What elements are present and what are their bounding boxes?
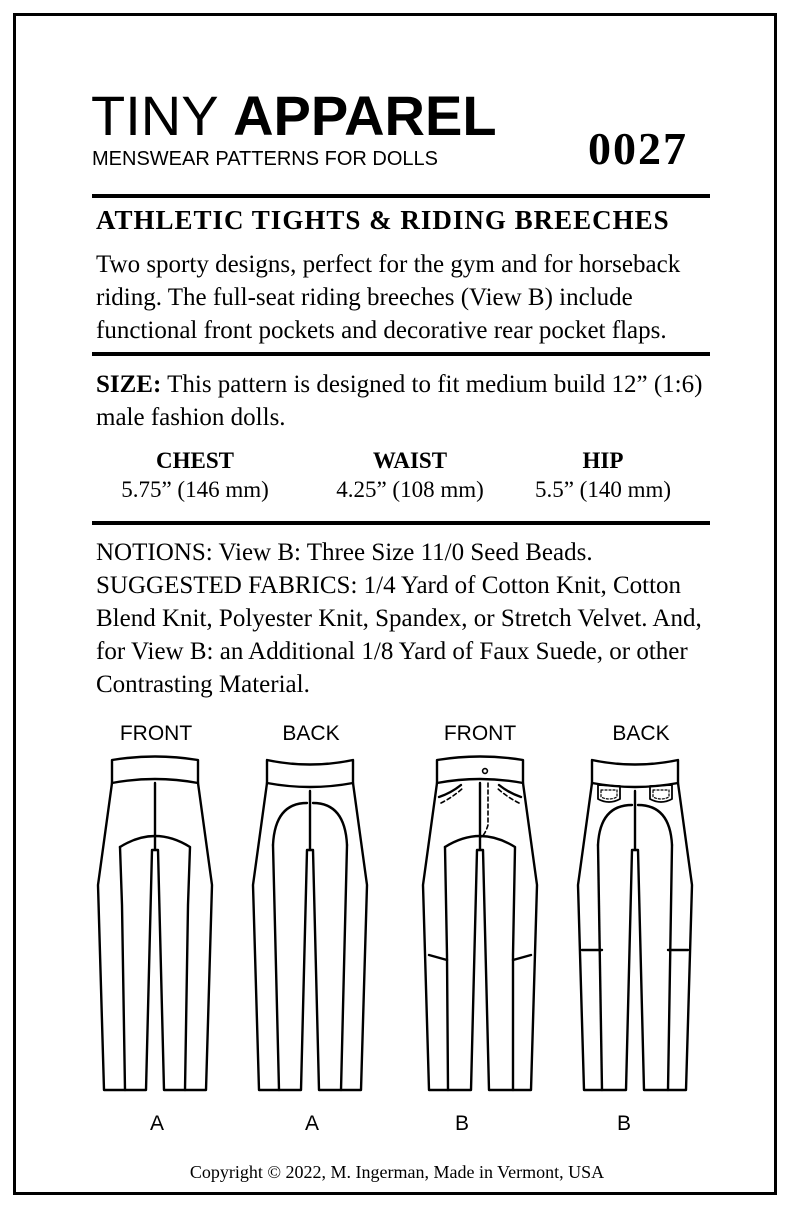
brand-light: TINY: [91, 84, 218, 147]
copyright-notice: Copyright © 2022, M. Ingerman, Made in Vermont, USA: [189, 1162, 605, 1182]
size-info: [96, 368, 716, 434]
measurement-label: WAIST: [372, 448, 448, 473]
pants-illustrations: [80, 755, 720, 1105]
divider-top: [92, 194, 710, 198]
view-label: FRONT: [443, 722, 517, 745]
size-text: This pattern is designed to fit medium build 12” (1:6) male fashion dolls.: [96, 371, 703, 431]
view-code: B: [454, 1112, 469, 1135]
size-label: SIZE:: [96, 371, 162, 398]
view-a-back-illustration: [253, 760, 367, 1090]
view-label: BACK: [612, 722, 670, 745]
pattern-description: Two sporty designs, perfect for the gym and for horseback riding. The full-seat riding breeches (View B) include functional front pockets and decorative rear pocket flaps.: [96, 251, 681, 344]
divider-bottom: [92, 521, 710, 525]
view-label: FRONT: [119, 722, 193, 745]
measurement-label: CHEST: [156, 448, 234, 473]
view-a-front-illustration: [98, 757, 212, 1091]
pattern-title: ATHLETIC TIGHTS & RIDING BREECHES: [96, 205, 670, 235]
divider-middle: [92, 352, 710, 356]
view-b-front-illustration: [423, 757, 537, 1091]
view-label: BACK: [282, 722, 340, 745]
fabrics-text: SUGGESTED FABRICS: 1/4 Yard of Cotton Knit, Cotton Blend Knit, Polyester Knit, Spandex, or Stretch Velvet. And, for View B: an Additional 1/8 Yard of Faux Suede, or other Contrasting Material.: [96, 572, 702, 698]
view-code: A: [149, 1112, 164, 1135]
measurement-chest: [100, 447, 290, 505]
brand-name: [91, 86, 497, 146]
view-b-back-illustration: [578, 760, 692, 1090]
brand-tagline: MENSWEAR PATTERNS FOR DOLLS: [92, 148, 438, 170]
view-code: A: [304, 1112, 319, 1135]
brand-bold: APPAREL: [233, 84, 497, 147]
measurement-waist: [315, 447, 505, 505]
notions-block: [96, 536, 736, 701]
measurement-label: HIP: [582, 448, 624, 473]
measurement-value: 4.25” (108 mm): [336, 477, 484, 502]
measurement-value: 5.75” (146 mm): [121, 477, 269, 502]
notions-text: NOTIONS: View B: Three Size 11/0 Seed Beads.: [96, 539, 593, 566]
view-code: B: [616, 1112, 631, 1135]
measurement-hip: [508, 447, 698, 505]
measurement-value: 5.5” (140 mm): [534, 477, 672, 502]
pattern-number: 0027: [588, 123, 688, 174]
